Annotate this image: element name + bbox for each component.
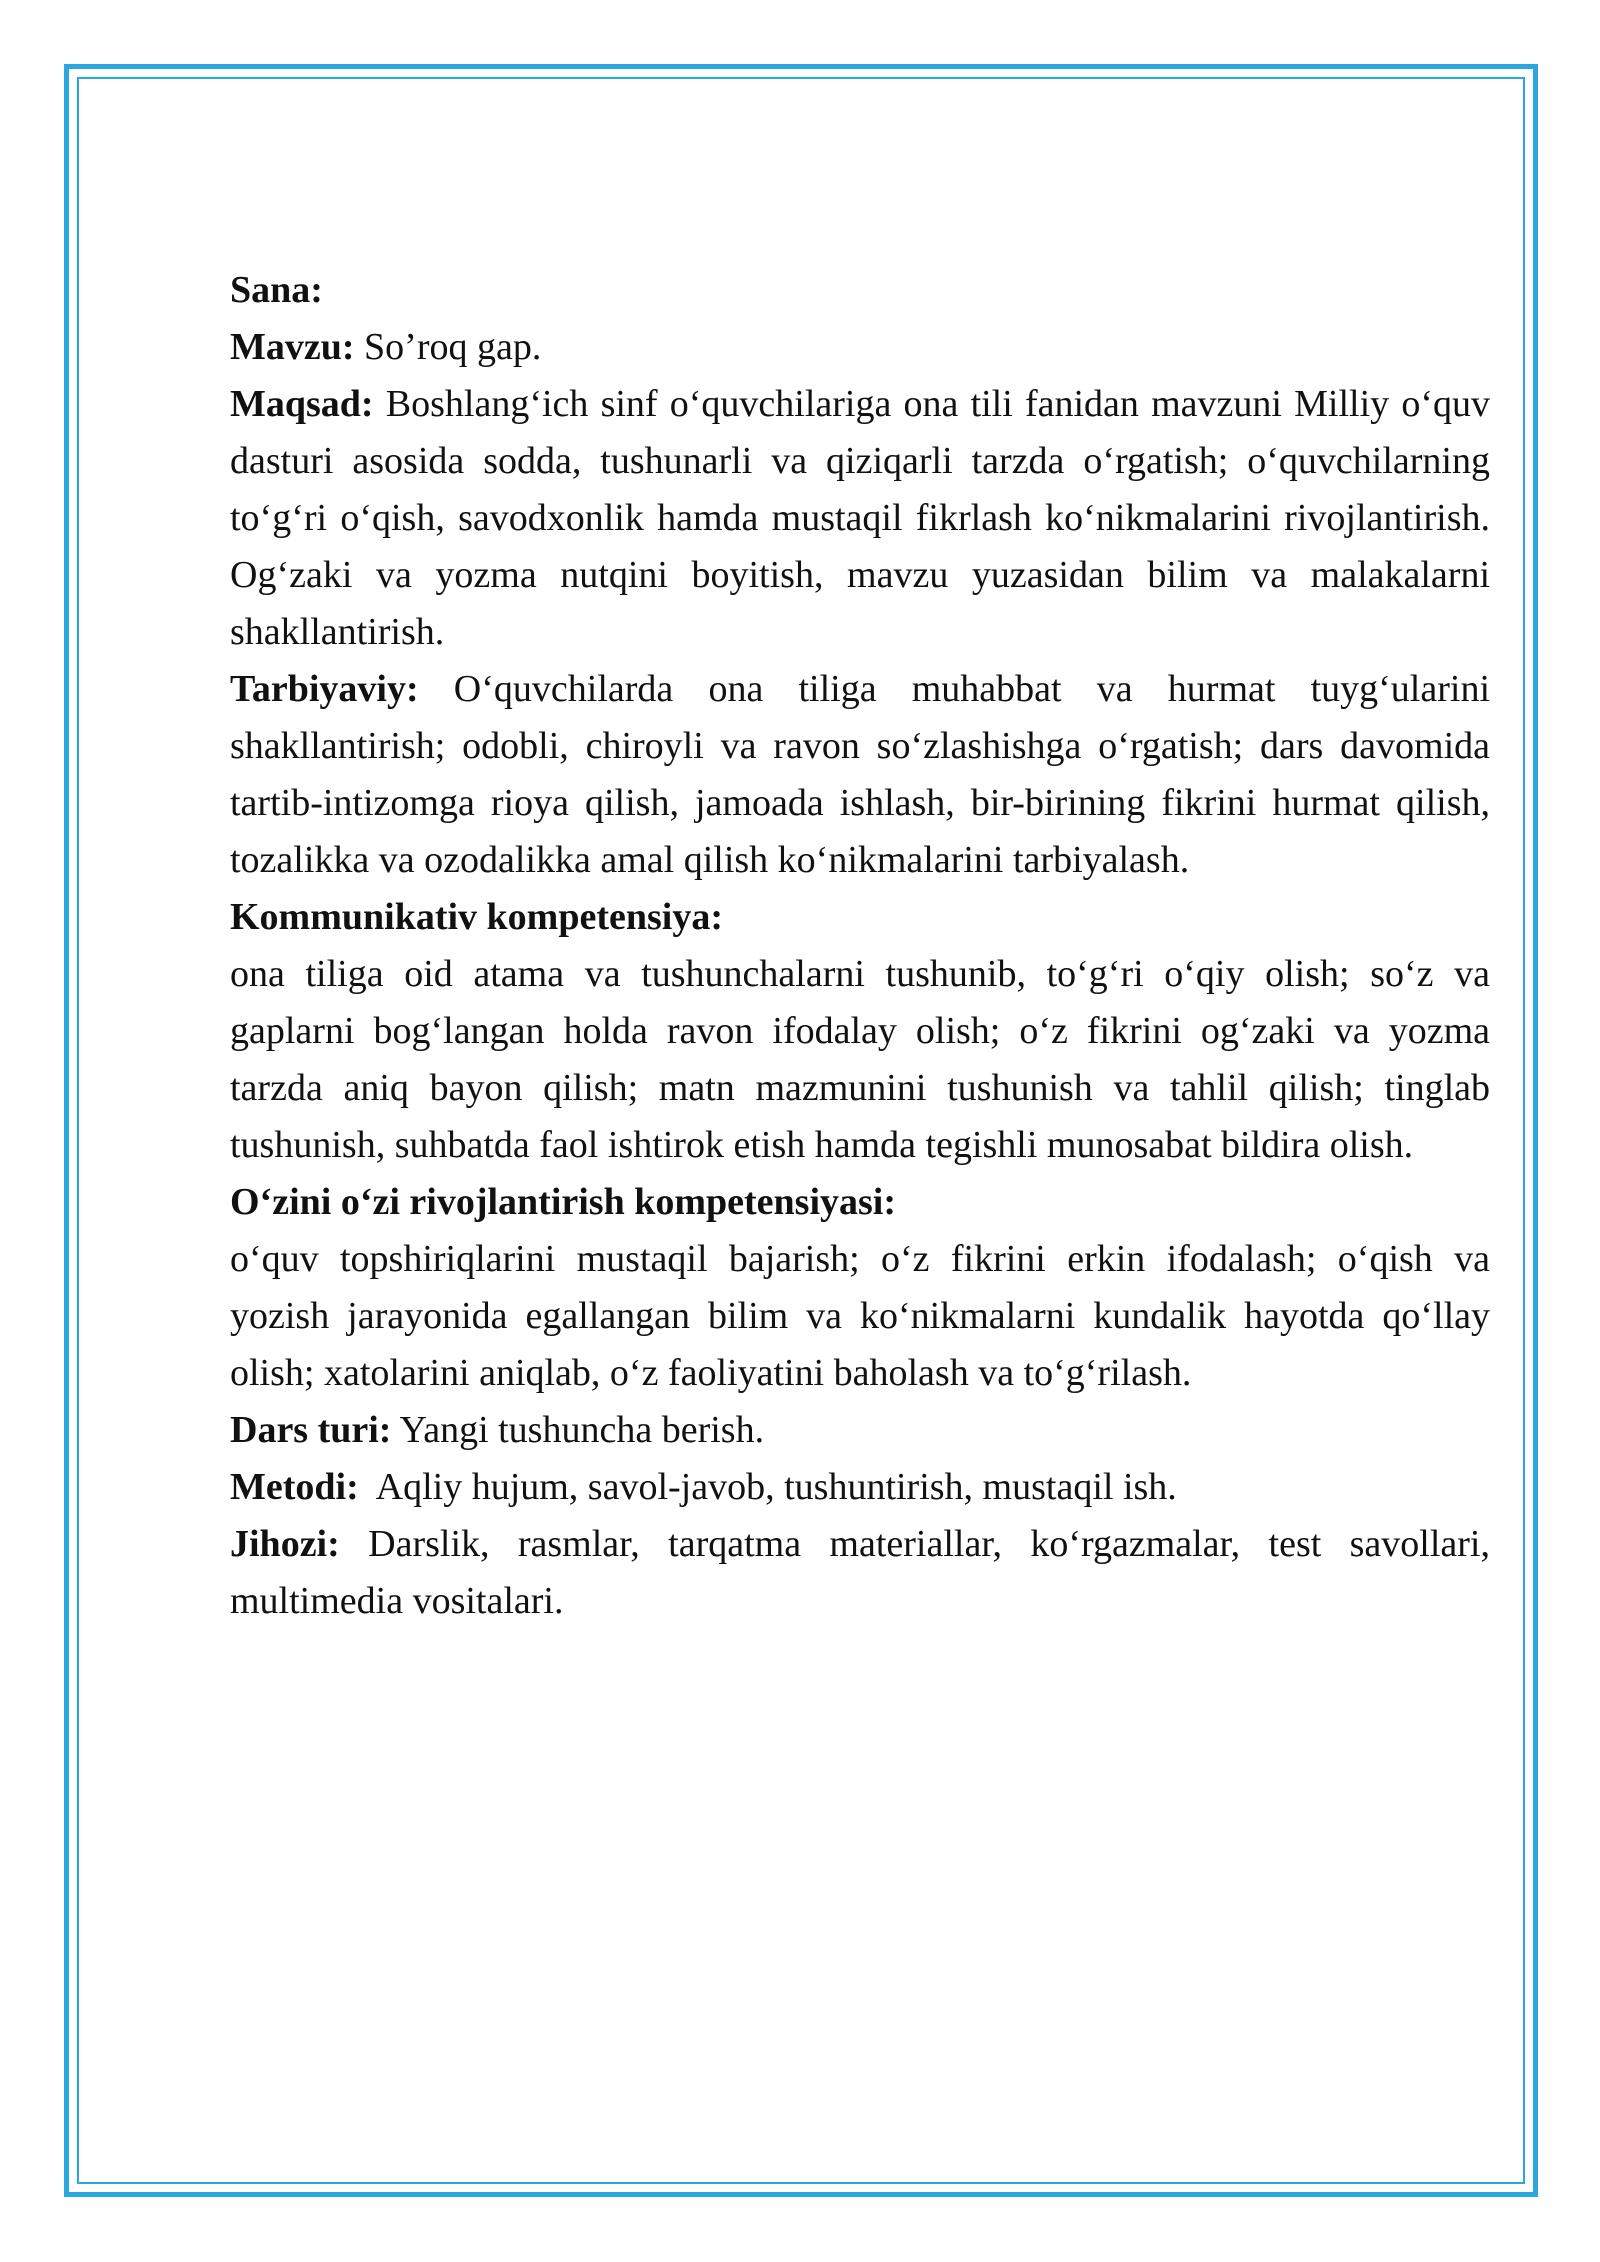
metodi-label: Metodi: bbox=[230, 1466, 359, 1508]
rivojlantirish-paragraph bbox=[230, 1231, 1490, 1402]
dars-turi-line bbox=[230, 1402, 1490, 1459]
mavzu-text: So’roq gap. bbox=[354, 326, 542, 368]
tarbiyaviy-label: Tarbiyaviy: bbox=[230, 668, 419, 710]
kommunikativ-heading bbox=[230, 889, 1490, 946]
metodi-text: Aqliy hujum, savol-javob, tushuntirish, mustaqil ish. bbox=[358, 1466, 1177, 1508]
rivojlantirish-label: O‘zini o‘zi rivojlantirish kompetensiyasi: bbox=[230, 1181, 897, 1223]
tarbiyaviy-paragraph bbox=[230, 661, 1490, 889]
dars-turi-text: Yangi tushuncha berish. bbox=[391, 1409, 765, 1451]
maqsad-label: Maqsad: bbox=[230, 383, 374, 425]
rivojlantirish-heading bbox=[230, 1174, 1490, 1231]
kommunikativ-label: Kommunikativ kompetensiya: bbox=[230, 896, 723, 938]
tarbiyaviy-text: O‘quvchilarda ona tiliga muhabbat va hurmat tuyg‘ularini shakllantirish; odobli, chiroyli va ravon so‘zlashishga o‘rgatish; dars davomida tartib-intizomga rioya qilish, jamoada ishlash, bir-birining fikrini hurmat qilish, tozalikka va ozodalikka amal qilish ko‘nikmalarini tarbiyalash. bbox=[230, 668, 1490, 881]
lesson-plan-body bbox=[230, 262, 1490, 1630]
jihozi-text: Darslik, rasmlar, tarqatma materiallar, ko‘rgazmalar, test savollari, multimedia vositalari. bbox=[230, 1523, 1490, 1622]
sana-line bbox=[230, 262, 1490, 319]
maqsad-paragraph bbox=[230, 376, 1490, 661]
mavzu-line bbox=[230, 319, 1490, 376]
mavzu-label: Mavzu: bbox=[230, 326, 355, 368]
kommunikativ-text: ona tiliga oid atama va tushunchalarni tushunib, to‘g‘ri o‘qiy olish; so‘z va gaplarni bog‘langan holda ravon ifodalay olish; o‘z fikrini og‘zaki va yozma tarzda aniq bayon qilish; matn mazmunini tushunish va tahlil qilish; tinglab tushunish, suhbatda faol ishtirok etish hamda tegishli munosabat bildira olish. bbox=[230, 953, 1490, 1166]
dars-turi-label: Dars turi: bbox=[230, 1409, 392, 1451]
jihozi-label: Jihozi: bbox=[230, 1523, 340, 1565]
metodi-line bbox=[230, 1459, 1490, 1516]
kommunikativ-paragraph bbox=[230, 946, 1490, 1174]
jihozi-paragraph bbox=[230, 1516, 1490, 1630]
rivojlantirish-text: o‘quv topshiriqlarini mustaqil bajarish; o‘z fikrini erkin ifodalash; o‘qish va yozish jarayonida egallangan bilim va ko‘nikmalarni kundalik hayotda qo‘llay olish; xatolarini aniqlab, o‘z faoliyatini baholash va to‘g‘rilash. bbox=[230, 1238, 1490, 1394]
maqsad-text: Boshlang‘ich sinf o‘quvchilariga ona tili fanidan mavzuni Milliy o‘quv dasturi asosida sodda, tushunarli va qiziqarli tarzda o‘rgatish; o‘quvchilarning to‘g‘ri o‘qish, savodxonlik hamda mustaqil fikrlash ko‘nikmalarini rivojlantirish. Og‘zaki va yozma nutqini boyitish, mavzu yuzasidan bilim va malakalarni shakllantirish. bbox=[230, 383, 1490, 653]
sana-label: Sana: bbox=[230, 269, 323, 311]
